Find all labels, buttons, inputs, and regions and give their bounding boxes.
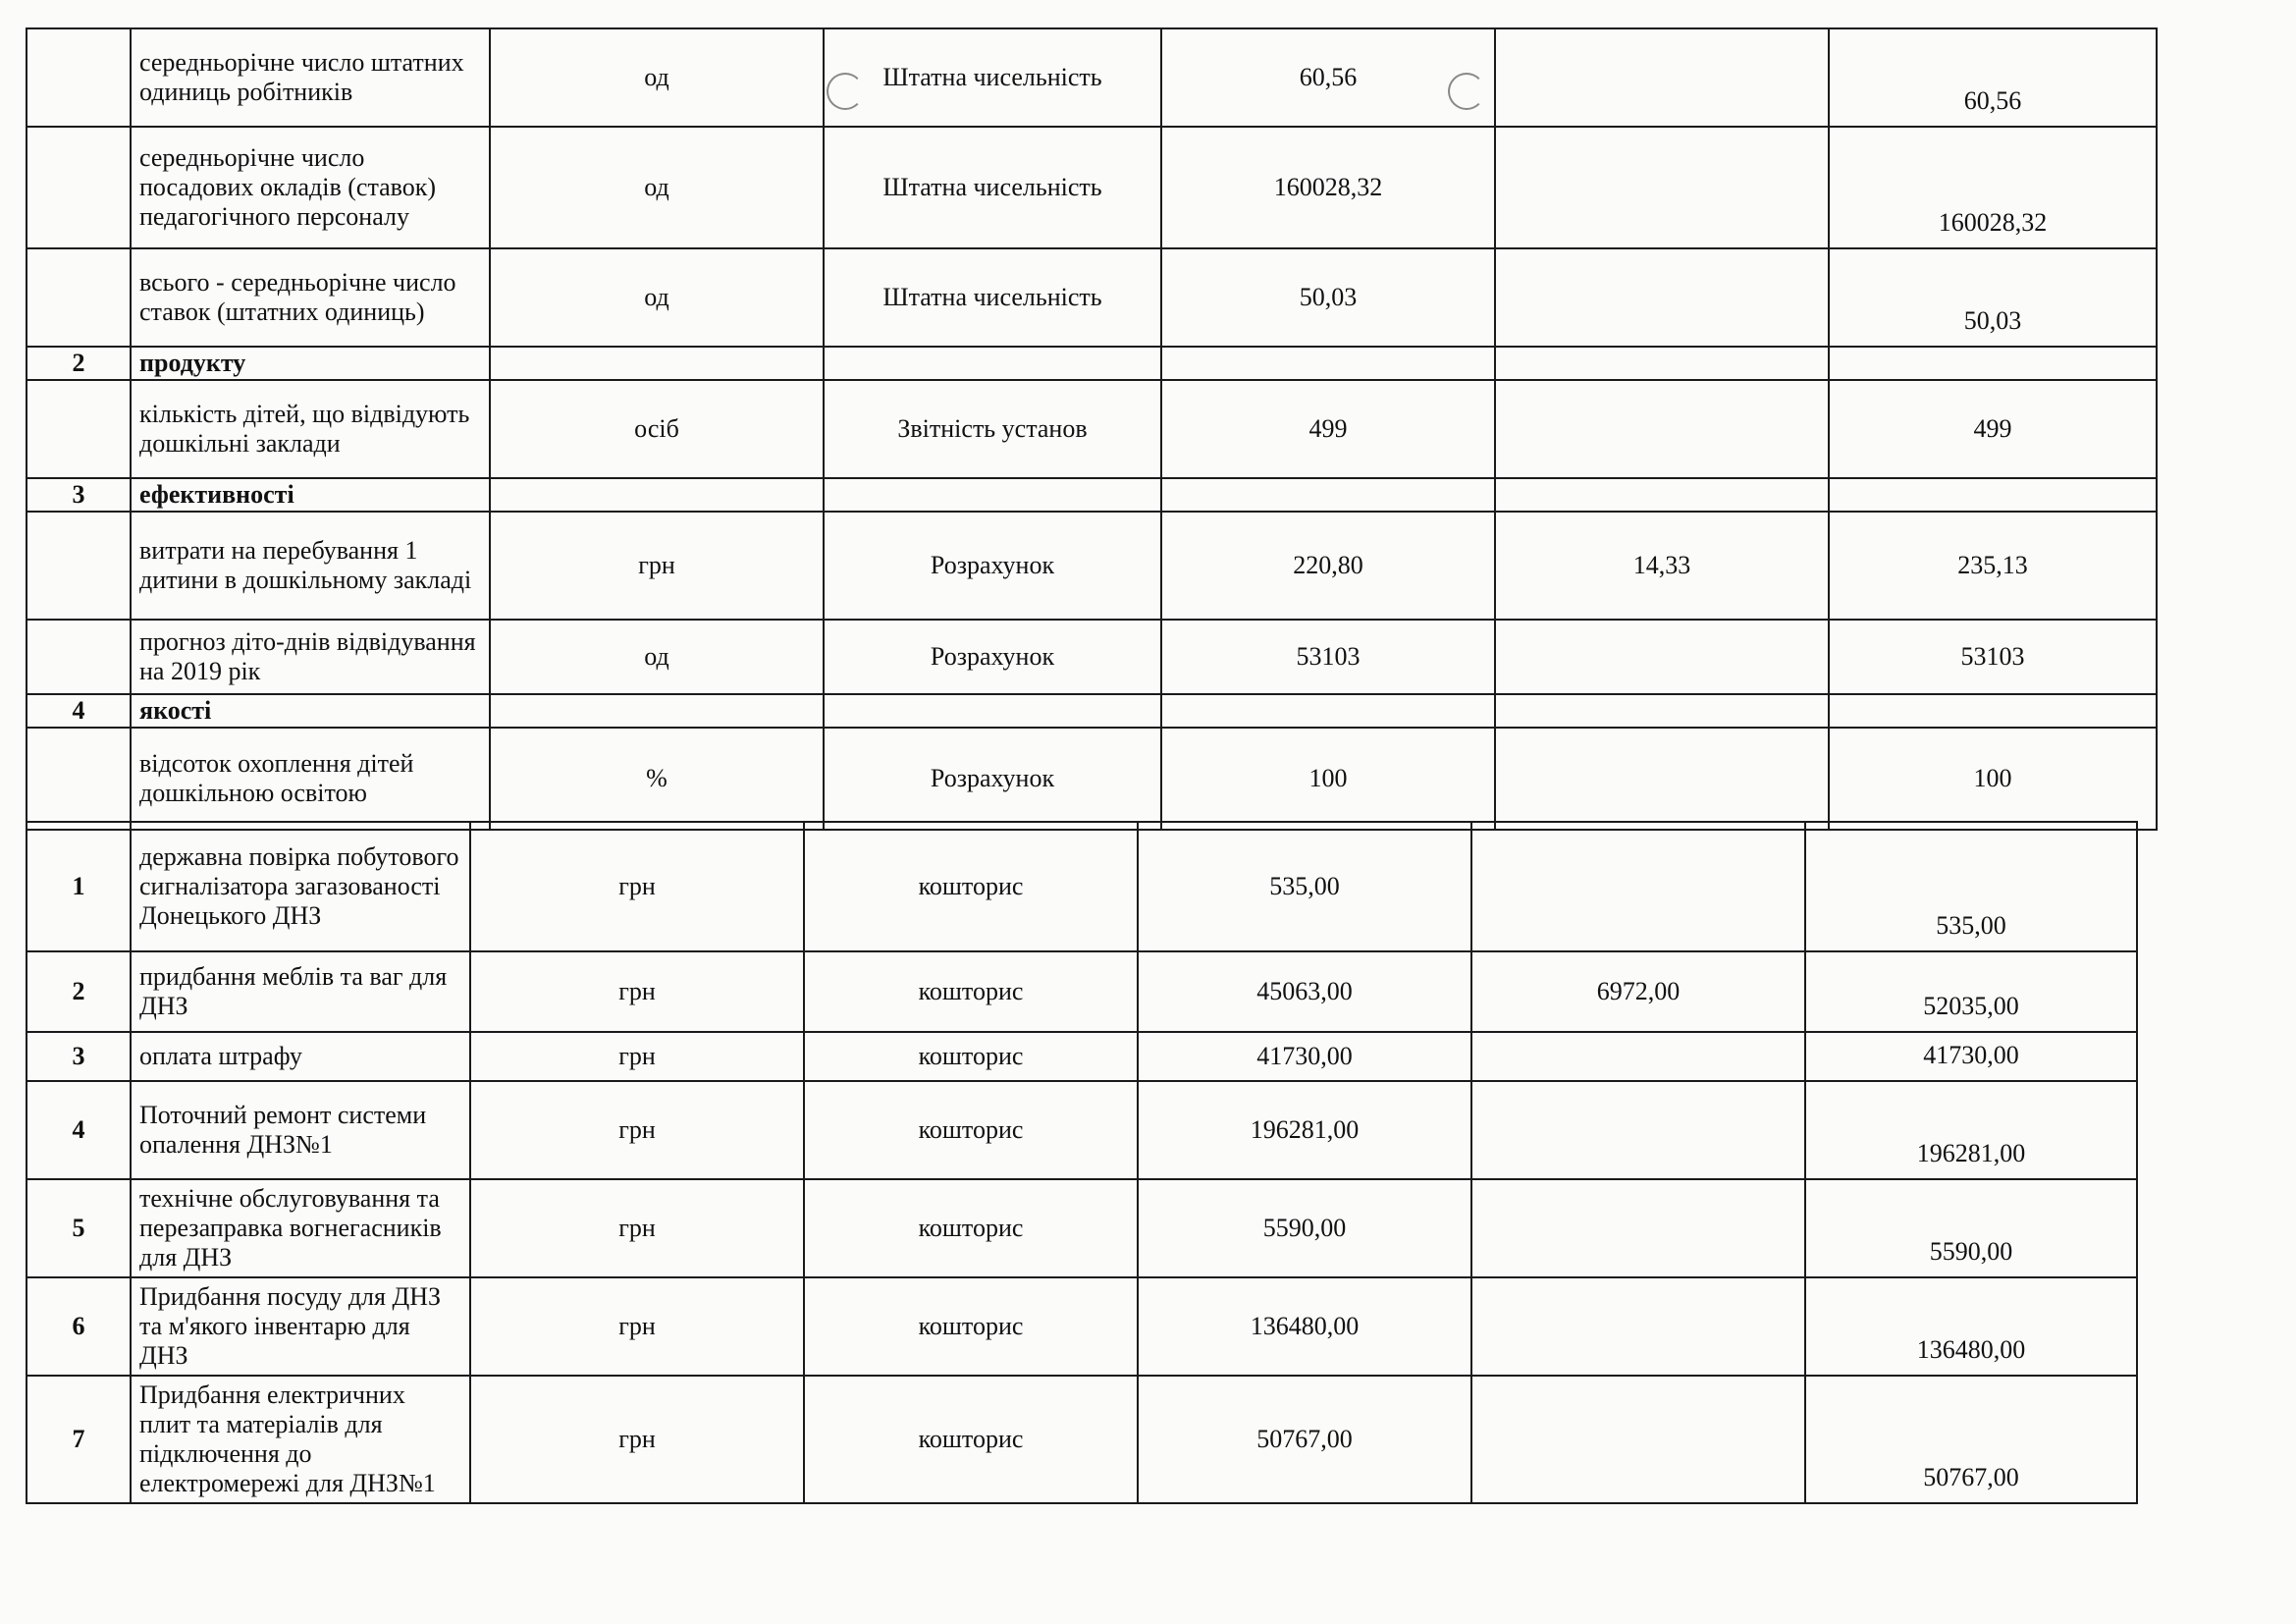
indicator-value-total: 235,13 bbox=[1829, 512, 2157, 620]
expense-unit: грн bbox=[470, 1179, 804, 1277]
indicator-source: Розрахунок bbox=[824, 728, 1161, 830]
indicator-source: Звітність установ bbox=[824, 380, 1161, 478]
expense-value-general: 50767,00 bbox=[1138, 1376, 1471, 1503]
indicator-value-total: 60,56 bbox=[1829, 28, 2157, 127]
expense-source: кошторис bbox=[804, 1376, 1138, 1503]
indicator-source: Розрахунок bbox=[824, 620, 1161, 694]
indicator-value-general: 53103 bbox=[1161, 620, 1495, 694]
expense-name: придбання меблів та ваг для ДНЗ bbox=[131, 951, 470, 1032]
indicator-name: прогноз дітo-днів відвідування на 2019 рік bbox=[131, 620, 490, 694]
expense-value-total: 196281,00 bbox=[1805, 1081, 2137, 1179]
row-number: 6 bbox=[27, 1277, 131, 1376]
row-number: 2 bbox=[27, 951, 131, 1032]
indicator-source: Штатна чисельність bbox=[824, 127, 1161, 248]
expense-value-special bbox=[1471, 1179, 1805, 1277]
expense-value-total: 41730,00 bbox=[1805, 1032, 2137, 1081]
expense-value-total: 136480,00 bbox=[1805, 1277, 2137, 1376]
expense-row bbox=[27, 1081, 2137, 1179]
row-number: 4 bbox=[27, 1081, 131, 1179]
expense-name: технічне обслуговування та перезаправка вогнегасників для ДНЗ bbox=[131, 1179, 470, 1277]
row-number: 3 bbox=[27, 1032, 131, 1081]
expense-row bbox=[27, 822, 2137, 951]
indicator-group-row bbox=[27, 694, 2157, 728]
punch-hole-mark bbox=[1448, 73, 1485, 110]
indicator-row bbox=[27, 248, 2157, 347]
indicator-unit: осіб bbox=[490, 380, 824, 478]
row-number bbox=[27, 248, 131, 347]
expense-value-general: 535,00 bbox=[1138, 822, 1471, 951]
indicator-value-general: 50,03 bbox=[1161, 248, 1495, 347]
indicator-unit: од bbox=[490, 127, 824, 248]
expense-source: кошторис bbox=[804, 951, 1138, 1032]
row-number bbox=[27, 380, 131, 478]
indicator-value-total: 53103 bbox=[1829, 620, 2157, 694]
indicator-unit: грн bbox=[490, 512, 824, 620]
indicator-value-special bbox=[1495, 380, 1829, 478]
expense-value-general: 5590,00 bbox=[1138, 1179, 1471, 1277]
expense-source: кошторис bbox=[804, 822, 1138, 951]
expense-name: Придбання електричних плит та матеріалів для підключення до електромережі для ДНЗ№1 bbox=[131, 1376, 470, 1503]
expense-row bbox=[27, 1032, 2137, 1081]
indicator-name: кількість дітей, що відвідують дошкільні заклади bbox=[131, 380, 490, 478]
expense-value-total: 5590,00 bbox=[1805, 1179, 2137, 1277]
indicator-row bbox=[27, 512, 2157, 620]
group-title: якості bbox=[131, 694, 490, 728]
expenses-table bbox=[26, 821, 2138, 1504]
expense-source: кошторис bbox=[804, 1179, 1138, 1277]
expense-value-special bbox=[1471, 822, 1805, 951]
expense-source: кошторис bbox=[804, 1277, 1138, 1376]
expense-unit: грн bbox=[470, 1376, 804, 1503]
indicator-value-total: 499 bbox=[1829, 380, 2157, 478]
row-number bbox=[27, 620, 131, 694]
indicator-value-special bbox=[1495, 728, 1829, 830]
expense-source: кошторис bbox=[804, 1032, 1138, 1081]
indicator-unit: од bbox=[490, 620, 824, 694]
expense-unit: грн bbox=[470, 1081, 804, 1179]
indicator-source: Штатна чисельність bbox=[824, 248, 1161, 347]
indicator-value-total: 100 bbox=[1829, 728, 2157, 830]
expense-value-special bbox=[1471, 1277, 1805, 1376]
indicator-value-special bbox=[1495, 248, 1829, 347]
indicator-value-special bbox=[1495, 127, 1829, 248]
indicator-name: всього - середньорічне число ставок (штатних одиниць) bbox=[131, 248, 490, 347]
indicator-value-general: 499 bbox=[1161, 380, 1495, 478]
indicator-name: середньорічне число штатних одиниць робітників bbox=[131, 28, 490, 127]
indicator-value-general: 60,56 bbox=[1161, 28, 1495, 127]
indicator-group-row bbox=[27, 347, 2157, 380]
expense-value-special: 6972,00 bbox=[1471, 951, 1805, 1032]
indicator-value-special bbox=[1495, 620, 1829, 694]
indicator-unit: од bbox=[490, 248, 824, 347]
expense-unit: грн bbox=[470, 822, 804, 951]
group-title: продукту bbox=[131, 347, 490, 380]
expense-unit: грн bbox=[470, 951, 804, 1032]
expense-value-total: 535,00 bbox=[1805, 822, 2137, 951]
expense-row bbox=[27, 1376, 2137, 1503]
group-title: ефективності bbox=[131, 478, 490, 512]
row-number: 7 bbox=[27, 1376, 131, 1503]
expense-value-special bbox=[1471, 1032, 1805, 1081]
expense-row bbox=[27, 951, 2137, 1032]
indicator-value-total: 50,03 bbox=[1829, 248, 2157, 347]
group-number: 3 bbox=[27, 478, 131, 512]
expense-name: Придбання посуду для ДНЗ та м'якого інвентарю для ДНЗ bbox=[131, 1277, 470, 1376]
row-number bbox=[27, 512, 131, 620]
row-number: 1 bbox=[27, 822, 131, 951]
expense-source: кошторис bbox=[804, 1081, 1138, 1179]
expense-row bbox=[27, 1277, 2137, 1376]
expense-value-special bbox=[1471, 1081, 1805, 1179]
indicator-value-general: 220,80 bbox=[1161, 512, 1495, 620]
group-number: 2 bbox=[27, 347, 131, 380]
expense-value-special bbox=[1471, 1376, 1805, 1503]
indicator-group-row bbox=[27, 478, 2157, 512]
indicator-name: витрати на перебування 1 дитини в дошкільному закладі bbox=[131, 512, 490, 620]
indicator-name: відсоток охоплення дітей дошкільною освітою bbox=[131, 728, 490, 830]
expense-unit: грн bbox=[470, 1032, 804, 1081]
indicator-unit: од bbox=[490, 28, 824, 127]
indicator-value-special bbox=[1495, 28, 1829, 127]
indicator-value-total: 160028,32 bbox=[1829, 127, 2157, 248]
expense-value-general: 136480,00 bbox=[1138, 1277, 1471, 1376]
indicator-row bbox=[27, 380, 2157, 478]
indicators-table bbox=[26, 27, 2158, 831]
row-number bbox=[27, 127, 131, 248]
expense-value-general: 45063,00 bbox=[1138, 951, 1471, 1032]
expense-row bbox=[27, 1179, 2137, 1277]
indicator-source: Розрахунок bbox=[824, 512, 1161, 620]
expense-name: державна повірка побутового сигналізатора загазованості Донецького ДНЗ bbox=[131, 822, 470, 951]
expense-value-general: 196281,00 bbox=[1138, 1081, 1471, 1179]
indicator-value-special: 14,33 bbox=[1495, 512, 1829, 620]
expense-value-total: 52035,00 bbox=[1805, 951, 2137, 1032]
indicator-unit: % bbox=[490, 728, 824, 830]
group-number: 4 bbox=[27, 694, 131, 728]
expense-name: Поточний ремонт системи опалення ДНЗ№1 bbox=[131, 1081, 470, 1179]
indicator-name: середньорічне число посадових окладів (ставок) педагогічного персоналу bbox=[131, 127, 490, 248]
row-number bbox=[27, 28, 131, 127]
punch-hole-mark bbox=[827, 73, 864, 110]
indicator-value-general: 160028,32 bbox=[1161, 127, 1495, 248]
indicator-row bbox=[27, 620, 2157, 694]
expense-unit: грн bbox=[470, 1277, 804, 1376]
expense-value-general: 41730,00 bbox=[1138, 1032, 1471, 1081]
indicator-source: Штатна чисельність bbox=[824, 28, 1161, 127]
indicator-row bbox=[27, 28, 2157, 127]
expense-value-total: 50767,00 bbox=[1805, 1376, 2137, 1503]
row-number bbox=[27, 728, 131, 830]
indicator-row bbox=[27, 728, 2157, 830]
row-number: 5 bbox=[27, 1179, 131, 1277]
indicator-row bbox=[27, 127, 2157, 248]
indicator-value-general: 100 bbox=[1161, 728, 1495, 830]
expense-name: оплата штрафу bbox=[131, 1032, 470, 1081]
